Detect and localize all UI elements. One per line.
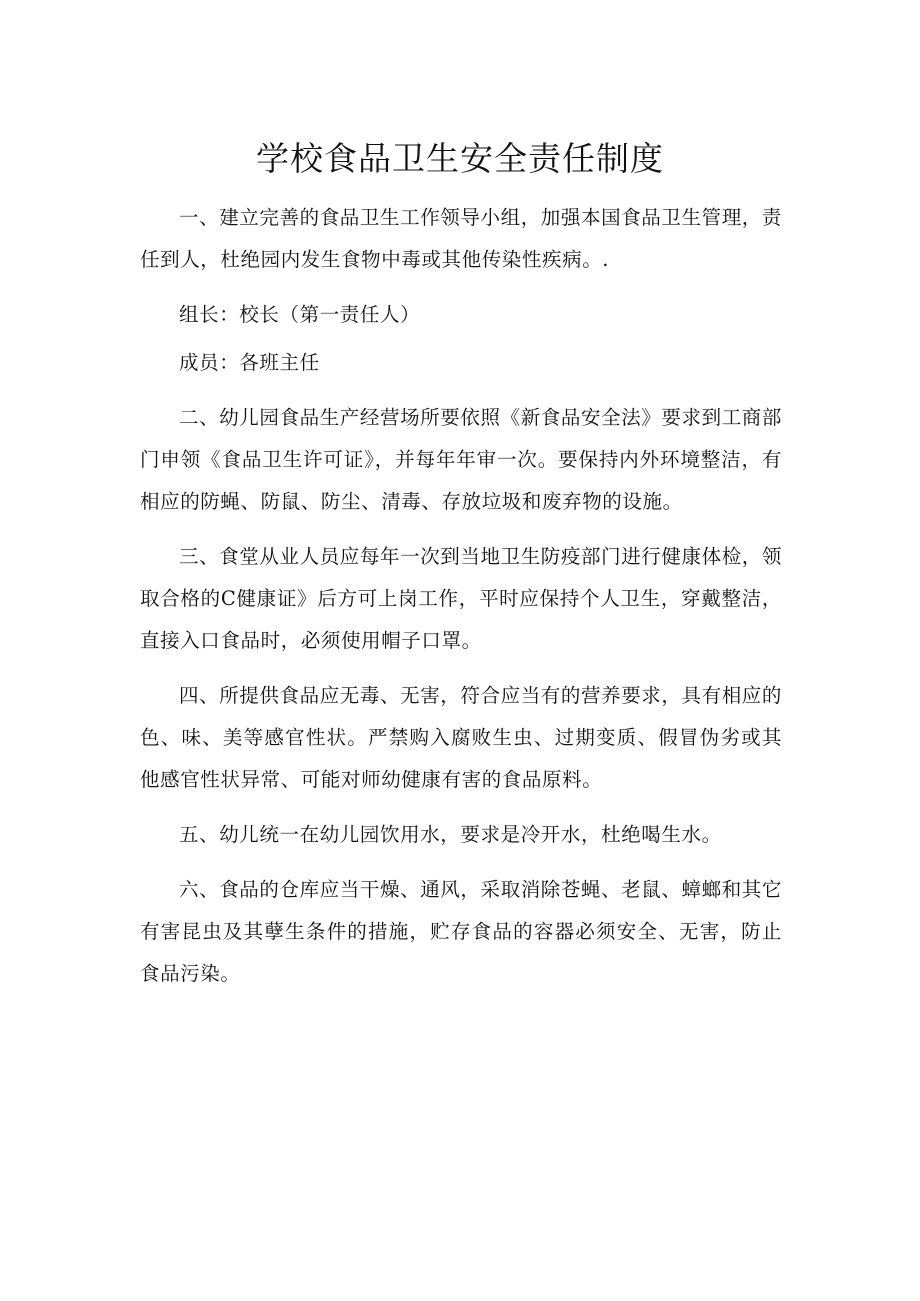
paragraph-group-leader: 组长：校长（第一责任人）	[179, 303, 421, 326]
paragraph-3-staff-health: 三、食堂从业人员应每年一次到当地卫生防疫部门进行健康体检，领取合格的C健康证》后方可上岗工作，平时应保持个人卫生，穿戴整洁，直接入口食品时，必须使用帽子口罩。	[140, 545, 783, 652]
paragraph-6-storage: 六、食品的仓库应当干燥、通风，采取消除苍蝇、老鼠、蟑螂和其它有害昆虫及其孽生条件的措施，贮存食品的容器必须安全、无害，防止食品污染。	[140, 878, 783, 985]
paragraph-4-food-quality: 四、所提供食品应无毒、无害，符合应当有的营养要求，具有相应的色、味、美等感官性状。严禁购入腐败生虫、过期变质、假冒伪劣或其他感官性状异常、可能对师幼健康有害的食品原料。	[140, 684, 783, 791]
document-title: 学校食品卫生安全责任制度	[256, 139, 664, 178]
document-body	[140, 197, 782, 1008]
paragraph-1-leadership-group: 一、建立完善的食品卫生工作领导小组，加强本国食品卫生管理，责任到人，杜绝园内发生食物中毒或其他传染性疾病。.	[140, 206, 783, 271]
paragraph-2-licensing: 二、幼儿园食品生产经营场所要依照《新食品安全法》要求到工商部门申领《食品卫生许可证》，并每年年审一次。要保持内外环境整洁，有相应的防蝇、防鼠、防尘、清毒、存放垃圾和废弃物的设施。	[140, 406, 783, 513]
paragraph-members: 成员：各班主任	[179, 351, 320, 374]
paragraph-5-drinking-water: 五、幼儿统一在幼儿园饮用水，要求是冷开水，杜绝喝生水。	[179, 823, 722, 846]
